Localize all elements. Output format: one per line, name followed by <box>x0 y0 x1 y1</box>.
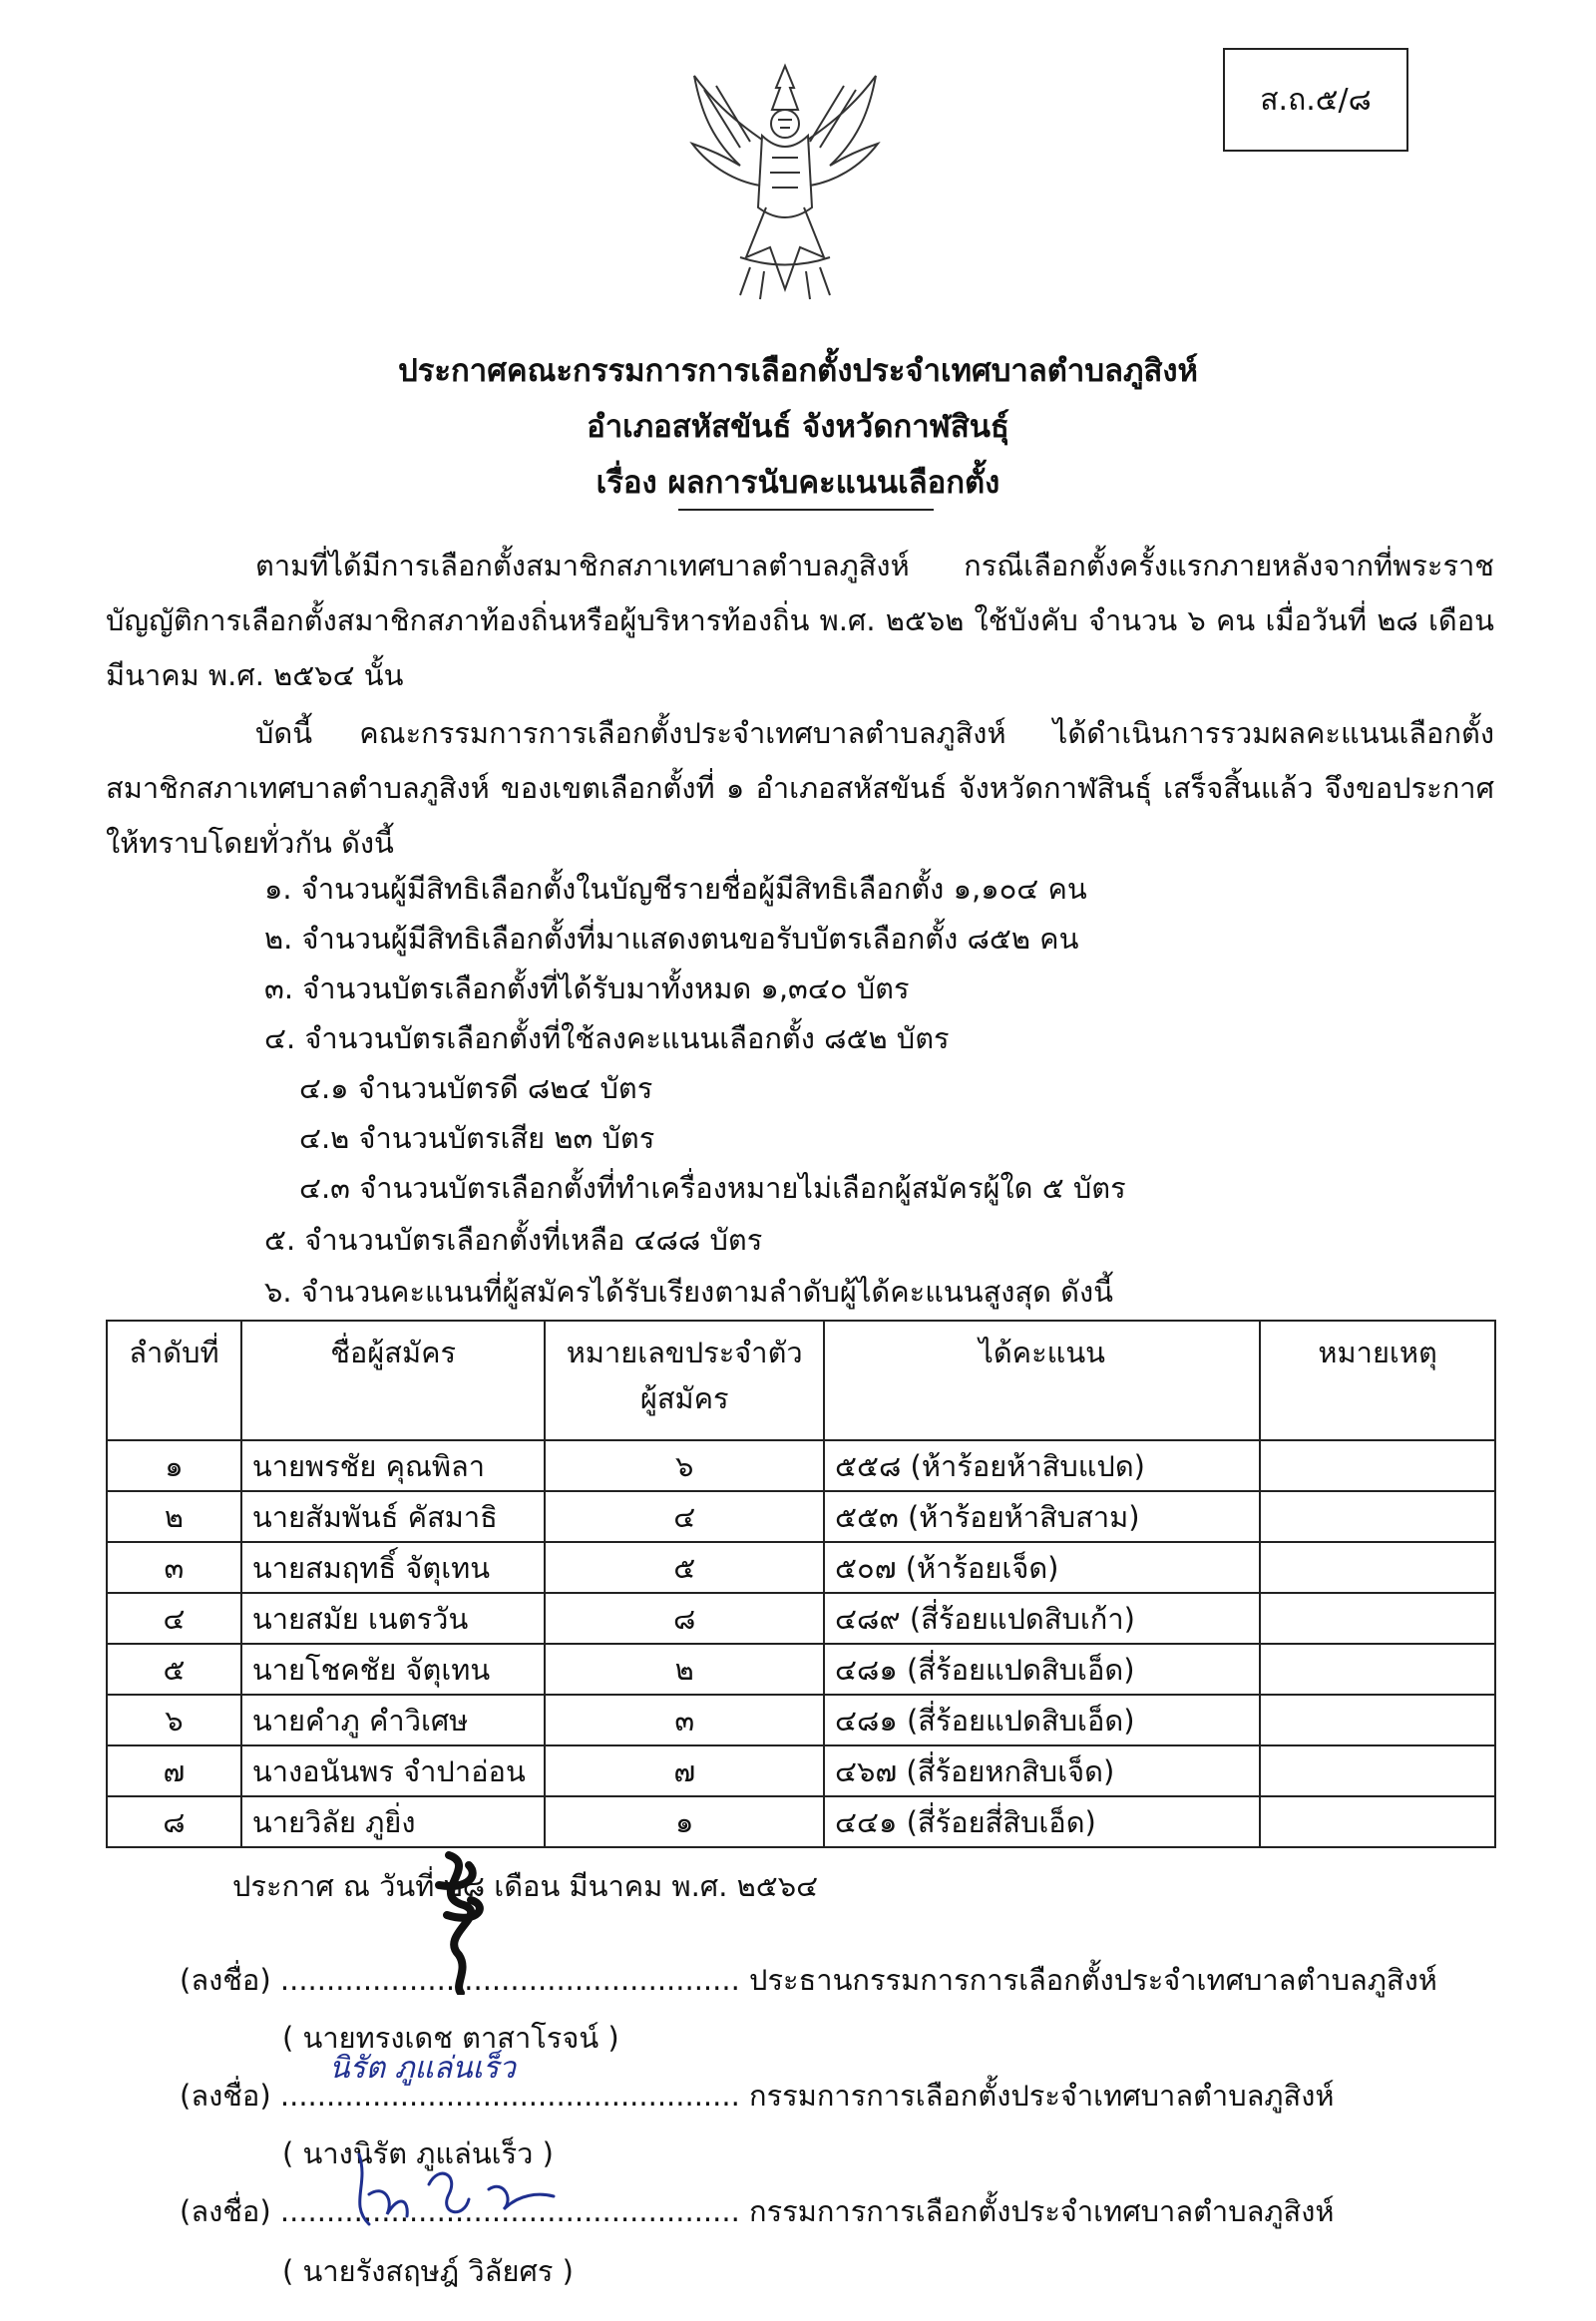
cell-remarks <box>1260 1542 1495 1593</box>
column-header-order: ลำดับที่ <box>107 1321 241 1440</box>
form-code-box <box>1223 48 1408 152</box>
cell-candidate-number: ๓ <box>545 1695 824 1745</box>
list-item: ๔. จำนวนบัตรเลือกตั้งที่ใช้ลงคะแนนเลือกตั้ง ๘๕๒ บัตร <box>264 1021 950 1055</box>
cell-candidate-name: นายพรชัย คุณพิลา <box>241 1440 546 1491</box>
announcement-date: ประกาศ ณ วันที่ ๒๘ เดือน มีนาคม พ.ศ. ๒๕๖๔ <box>232 1869 819 1903</box>
signature-prefix: (ลงชื่อ) <box>180 2079 271 2113</box>
results-table <box>106 1320 1496 1848</box>
signer-name-member-1: ( นางนิรัต ภูแล่นเร็ว ) <box>282 2136 554 2170</box>
cell-order: ๓ <box>107 1542 241 1593</box>
signature-dots: .................................................. <box>279 1963 740 1997</box>
cell-votes: ๔๘๑ (สี่ร้อยแปดสิบเอ็ด) <box>824 1695 1260 1745</box>
list-item: ๔.๑ จำนวนบัตรดี ๘๒๔ บัตร <box>299 1071 653 1105</box>
paragraph-intro: ตามที่ได้มีการเลือกตั้งสมาชิกสภาเทศบาลตำบลภูสิงห์ กรณีเลือกตั้งครั้งแรกภายหลังจากที่พระราชบัญญัติการเลือกตั้งสมาชิกสภาท้องถิ่นหรือผู้บริหารท้องถิ่น พ.ศ. ๒๕๖๒ ใช้บังคับ จำนวน ๖ คน เมื่อวันที่ ๒๘ เดือน มีนาคม พ.ศ. ๒๕๖๔ นั้น <box>106 549 1494 692</box>
cell-candidate-number: ๘ <box>545 1593 824 1644</box>
column-header-votes: ได้คะแนน <box>824 1321 1260 1440</box>
signer-name-member-2: ( นายรังสฤษฎ์ วิลัยศร ) <box>282 2254 574 2288</box>
cell-candidate-name: นายวิลัย ภูยิ่ง <box>241 1796 546 1847</box>
cell-remarks <box>1260 1796 1495 1847</box>
cell-votes: ๕๕๘ (ห้าร้อยห้าสิบแปด) <box>824 1440 1260 1491</box>
garuda-emblem-icon <box>680 58 890 307</box>
table-row <box>107 1796 1495 1847</box>
cell-order: ๖ <box>107 1695 241 1745</box>
cell-remarks <box>1260 1745 1495 1796</box>
form-code: ส.ถ.๕/๘ <box>1260 82 1372 118</box>
signature-position: ประธานกรรมการการเลือกตั้งประจำเทศบาลตำบลภูสิงห์ <box>749 1963 1437 1997</box>
cell-candidate-name: นายสัมพันธ์ คัสมาธิ <box>241 1491 546 1542</box>
cell-candidate-number: ๑ <box>545 1796 824 1847</box>
signature-position: กรรมการการเลือกตั้งประจำเทศบาลตำบลภูสิงห์ <box>749 2079 1335 2113</box>
cell-candidate-name: นายสมฤทธิ์ จัตุเทน <box>241 1542 546 1593</box>
cell-order: ๘ <box>107 1796 241 1847</box>
cell-votes: ๕๐๗ (ห้าร้อยเจ็ด) <box>824 1542 1260 1593</box>
cell-votes: ๔๘๙ (สี่ร้อยแปดสิบเก้า) <box>824 1593 1260 1644</box>
cell-remarks <box>1260 1644 1495 1695</box>
cell-candidate-name: นายโชคชัย จัตุเทน <box>241 1644 546 1695</box>
cell-order: ๔ <box>107 1593 241 1644</box>
signature-dots: .................................................. <box>279 2079 740 2113</box>
cell-order: ๗ <box>107 1745 241 1796</box>
paragraph-result-statement: บัดนี้ คณะกรรมการการเลือกตั้งประจำเทศบาลตำบลภูสิงห์ ได้ดำเนินการรวมผลคะแนนเลือกตั้งสมาชิกสภาเทศบาลตำบลภูสิงห์ ของเขตเลือกตั้งที่ ๑ อำเภอสหัสขันธ์ จังหวัดกาฬสินธุ์ เสร็จสิ้นแล้ว จึงขอประกาศให้ทราบโดยทั่วกัน ดังนี้ <box>106 716 1494 860</box>
cell-order: ๕ <box>107 1644 241 1695</box>
cell-votes: ๔๖๗ (สี่ร้อยหกสิบเจ็ด) <box>824 1745 1260 1796</box>
cell-votes: ๔๘๑ (สี่ร้อยแปดสิบเอ็ด) <box>824 1644 1260 1695</box>
cell-candidate-number: ๕ <box>545 1542 824 1593</box>
table-row <box>107 1542 1495 1593</box>
column-header-candidate-number: หมายเลขประจำตัว ผู้สมัคร <box>545 1321 824 1440</box>
cell-candidate-number: ๗ <box>545 1745 824 1796</box>
signature-dots: .................................................. <box>279 2194 740 2228</box>
table-row <box>107 1491 1495 1542</box>
table-row <box>107 1593 1495 1644</box>
cell-remarks <box>1260 1695 1495 1745</box>
signer-name-chairman: ( นายทรงเดช ตาสาโรจน์ ) <box>282 2021 619 2055</box>
handwritten-signature-chairman <box>409 1845 519 1995</box>
list-item: ๓. จำนวนบัตรเลือกตั้งที่ได้รับมาทั้งหมด ๑,๓๔๐ บัตร <box>264 971 910 1005</box>
signature-position: กรรมการการเลือกตั้งประจำเทศบาลตำบลภูสิงห์ <box>749 2194 1335 2228</box>
cell-votes: ๕๕๓ (ห้าร้อยห้าสิบสาม) <box>824 1491 1260 1542</box>
list-item: ๔.๒ จำนวนบัตรเสีย ๒๓ บัตร <box>299 1121 655 1155</box>
cell-remarks <box>1260 1593 1495 1644</box>
handwritten-signature-member-2 <box>339 2144 569 2244</box>
cell-remarks <box>1260 1440 1495 1491</box>
cell-candidate-number: ๖ <box>545 1440 824 1491</box>
cell-remarks <box>1260 1491 1495 1542</box>
signature-prefix: (ลงชื่อ) <box>180 1963 271 1997</box>
cell-votes: ๔๔๑ (สี่ร้อยสี่สิบเอ็ด) <box>824 1796 1260 1847</box>
announcement-heading-2: อำเภอสหัสขันธ์ จังหวัดกาฬสินธุ์ <box>587 409 1009 445</box>
handwritten-signature-member-1: นิรัต ภูแล่นเร็ว <box>329 2051 516 2086</box>
heading-divider <box>678 509 934 511</box>
table-row <box>107 1440 1495 1491</box>
cell-candidate-number: ๔ <box>545 1491 824 1542</box>
announcement-heading-1: ประกาศคณะกรรมการการเลือกตั้งประจำเทศบาลตำบลภูสิงห์ <box>398 353 1198 389</box>
cell-order: ๑ <box>107 1440 241 1491</box>
list-item: ๑. จำนวนผู้มีสิทธิเลือกตั้งในบัญชีรายชื่อผู้มีสิทธิเลือกตั้ง ๑,๑๐๔ คน <box>264 872 1087 906</box>
list-item: ๔.๓ จำนวนบัตรเลือกตั้งที่ทำเครื่องหมายไม่เลือกผู้สมัครผู้ใด ๕ บัตร <box>299 1171 1126 1205</box>
table-header-row <box>107 1321 1495 1440</box>
cell-candidate-name: นายสมัย เนตรวัน <box>241 1593 546 1644</box>
column-header-candidate-name: ชื่อผู้สมัคร <box>241 1321 546 1440</box>
cell-candidate-name: นางอนันพร จำปาอ่อน <box>241 1745 546 1796</box>
signature-line-chairman <box>180 1957 1437 2003</box>
cell-order: ๒ <box>107 1491 241 1542</box>
list-item: ๒. จำนวนผู้มีสิทธิเลือกตั้งที่มาแสดงตนขอรับบัตรเลือกตั้ง ๘๕๒ คน <box>264 922 1079 956</box>
announcement-subject: เรื่อง ผลการนับคะแนนเลือกตั้ง <box>596 465 1000 501</box>
cell-candidate-name: นายคำภู คำวิเศษ <box>241 1695 546 1745</box>
cell-candidate-number: ๒ <box>545 1644 824 1695</box>
table-row <box>107 1644 1495 1695</box>
list-item: ๕. จำนวนบัตรเลือกตั้งที่เหลือ ๔๘๘ บัตร <box>264 1223 763 1257</box>
column-header-remarks: หมายเหตุ <box>1260 1321 1495 1440</box>
signature-prefix: (ลงชื่อ) <box>180 2194 271 2228</box>
table-row <box>107 1745 1495 1796</box>
list-item: ๖. จำนวนคะแนนที่ผู้สมัครได้รับเรียงตามลำดับผู้ได้คะแนนสูงสุด ดังนี้ <box>264 1275 1113 1309</box>
table-row <box>107 1695 1495 1745</box>
